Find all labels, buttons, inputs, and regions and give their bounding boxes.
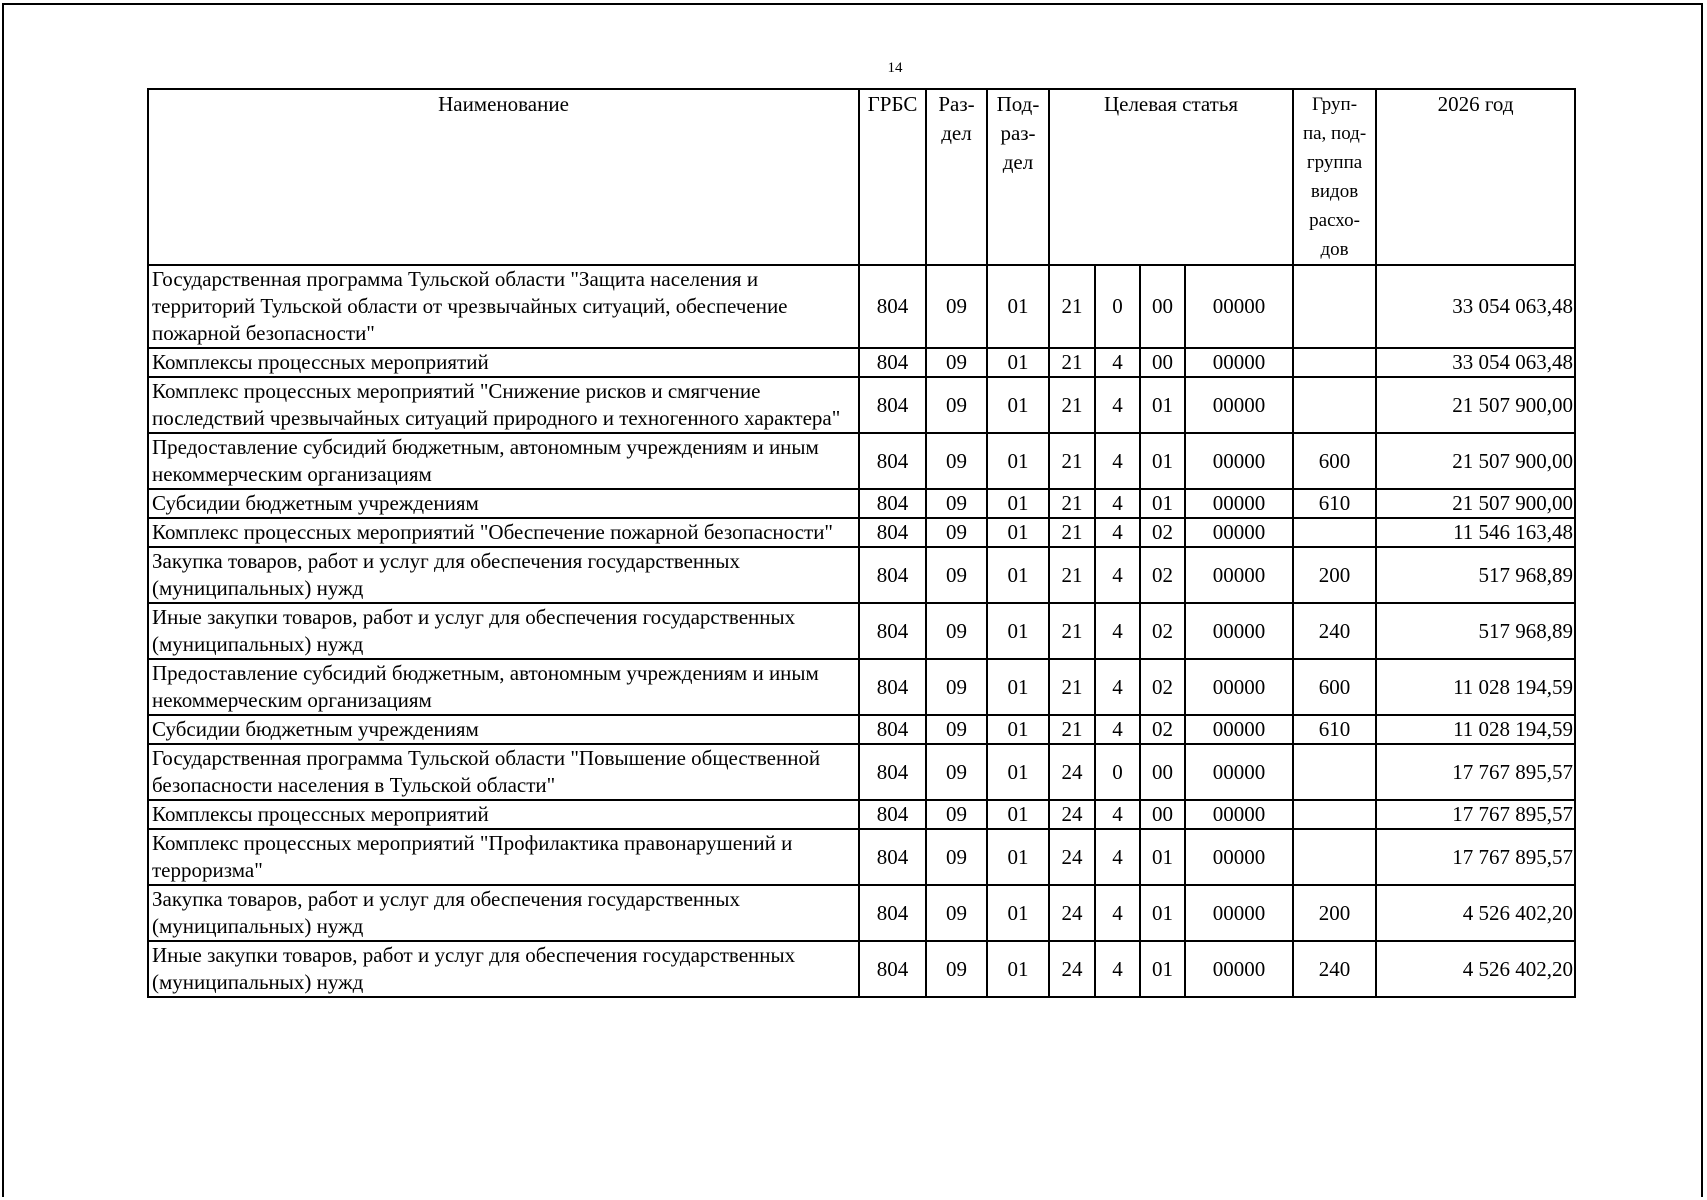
row-grbs: 804 (859, 433, 926, 489)
row-target-direction: 00000 (1185, 800, 1293, 829)
row-target-subtype: 02 (1140, 603, 1185, 659)
row-target-type: 4 (1095, 885, 1140, 941)
row-target-type: 4 (1095, 433, 1140, 489)
row-grbs: 804 (859, 377, 926, 433)
row-grbs: 804 (859, 489, 926, 518)
row-target-type: 4 (1095, 489, 1140, 518)
row-podrazdel: 01 (987, 265, 1049, 348)
table-row (148, 377, 1575, 433)
row-target-direction: 00000 (1185, 829, 1293, 885)
row-target-program: 21 (1049, 433, 1095, 489)
row-target-direction: 00000 (1185, 518, 1293, 547)
row-grbs: 804 (859, 941, 926, 997)
header-podrazdel: Под- раз- дел (987, 89, 1049, 265)
row-target-type: 4 (1095, 800, 1140, 829)
row-expense-group (1293, 800, 1376, 829)
row-target-program: 21 (1049, 518, 1095, 547)
row-grbs: 804 (859, 659, 926, 715)
row-target-direction: 00000 (1185, 348, 1293, 377)
row-name: Комплекс процессных мероприятий "Обеспечение пожарной безопасности" (148, 518, 859, 547)
row-target-direction: 00000 (1185, 547, 1293, 603)
row-target-subtype: 01 (1140, 829, 1185, 885)
header-target-article: Целевая статья (1049, 89, 1293, 265)
row-amount: 21 507 900,00 (1376, 377, 1575, 433)
row-razdel: 09 (926, 941, 987, 997)
row-expense-group (1293, 265, 1376, 348)
row-razdel: 09 (926, 265, 987, 348)
row-razdel: 09 (926, 659, 987, 715)
row-expense-group: 240 (1293, 941, 1376, 997)
row-amount: 21 507 900,00 (1376, 433, 1575, 489)
row-name: Иные закупки товаров, работ и услуг для обеспечения государственных (муниципальных) нужд (148, 941, 859, 997)
row-target-subtype: 02 (1140, 518, 1185, 547)
row-target-program: 21 (1049, 377, 1095, 433)
row-podrazdel: 01 (987, 744, 1049, 800)
row-target-program: 21 (1049, 603, 1095, 659)
row-grbs: 804 (859, 744, 926, 800)
table-row (148, 744, 1575, 800)
row-grbs: 804 (859, 885, 926, 941)
row-target-subtype: 01 (1140, 489, 1185, 518)
row-amount: 517 968,89 (1376, 547, 1575, 603)
table-row (148, 433, 1575, 489)
row-amount: 21 507 900,00 (1376, 489, 1575, 518)
row-grbs: 804 (859, 800, 926, 829)
row-target-type: 4 (1095, 659, 1140, 715)
row-target-subtype: 01 (1140, 433, 1185, 489)
row-name: Комплекс процессных мероприятий "Профилактика правонарушений и терроризма" (148, 829, 859, 885)
row-target-program: 24 (1049, 744, 1095, 800)
row-razdel: 09 (926, 744, 987, 800)
row-name: Субсидии бюджетным учреждениям (148, 715, 859, 744)
table-row (148, 265, 1575, 348)
header-grbs: ГРБС (859, 89, 926, 265)
row-target-subtype: 01 (1140, 885, 1185, 941)
row-target-direction: 00000 (1185, 715, 1293, 744)
table-row (148, 659, 1575, 715)
row-target-direction: 00000 (1185, 377, 1293, 433)
row-name: Субсидии бюджетным учреждениям (148, 489, 859, 518)
row-amount: 4 526 402,20 (1376, 885, 1575, 941)
row-target-direction: 00000 (1185, 603, 1293, 659)
row-target-program: 24 (1049, 800, 1095, 829)
table-header-row (148, 89, 1575, 265)
row-amount: 11 028 194,59 (1376, 659, 1575, 715)
row-razdel: 09 (926, 547, 987, 603)
row-podrazdel: 01 (987, 518, 1049, 547)
row-target-program: 21 (1049, 489, 1095, 518)
row-target-subtype: 01 (1140, 377, 1185, 433)
row-target-type: 4 (1095, 348, 1140, 377)
header-year: 2026 год (1376, 89, 1575, 265)
row-target-direction: 00000 (1185, 744, 1293, 800)
row-target-subtype: 00 (1140, 744, 1185, 800)
row-target-program: 24 (1049, 941, 1095, 997)
table-row (148, 941, 1575, 997)
row-grbs: 804 (859, 547, 926, 603)
row-podrazdel: 01 (987, 603, 1049, 659)
row-target-program: 24 (1049, 885, 1095, 941)
row-name: Закупка товаров, работ и услуг для обеспечения государственных (муниципальных) нужд (148, 885, 859, 941)
row-grbs: 804 (859, 603, 926, 659)
row-razdel: 09 (926, 829, 987, 885)
row-podrazdel: 01 (987, 348, 1049, 377)
row-grbs: 804 (859, 829, 926, 885)
row-target-program: 21 (1049, 659, 1095, 715)
row-target-program: 21 (1049, 715, 1095, 744)
row-razdel: 09 (926, 348, 987, 377)
row-expense-group (1293, 829, 1376, 885)
row-podrazdel: 01 (987, 377, 1049, 433)
row-target-program: 24 (1049, 829, 1095, 885)
budget-table (147, 88, 1576, 998)
row-grbs: 804 (859, 265, 926, 348)
row-expense-group: 610 (1293, 715, 1376, 744)
row-name: Государственная программа Тульской области "Защита населения и территорий Тульской области от чрезвычайных ситуаций, обеспечение пожарной безопасности" (148, 265, 859, 348)
row-target-type: 4 (1095, 518, 1140, 547)
row-target-subtype: 02 (1140, 547, 1185, 603)
table-row (148, 348, 1575, 377)
row-target-program: 21 (1049, 348, 1095, 377)
row-target-subtype: 02 (1140, 659, 1185, 715)
row-name: Предоставление субсидий бюджетным, автономным учреждениям и иным некоммерческим организациям (148, 659, 859, 715)
row-podrazdel: 01 (987, 489, 1049, 518)
row-podrazdel: 01 (987, 829, 1049, 885)
row-amount: 11 546 163,48 (1376, 518, 1575, 547)
row-name: Иные закупки товаров, работ и услуг для обеспечения государственных (муниципальных) нужд (148, 603, 859, 659)
row-expense-group (1293, 377, 1376, 433)
row-target-direction: 00000 (1185, 265, 1293, 348)
row-target-direction: 00000 (1185, 659, 1293, 715)
row-target-program: 21 (1049, 265, 1095, 348)
row-expense-group: 240 (1293, 603, 1376, 659)
row-expense-group (1293, 518, 1376, 547)
row-amount: 11 028 194,59 (1376, 715, 1575, 744)
row-podrazdel: 01 (987, 659, 1049, 715)
row-target-type: 4 (1095, 941, 1140, 997)
row-podrazdel: 01 (987, 547, 1049, 603)
row-name: Государственная программа Тульской области "Повышение общественной безопасности населения в Тульской области" (148, 744, 859, 800)
row-target-type: 0 (1095, 265, 1140, 348)
row-podrazdel: 01 (987, 715, 1049, 744)
row-target-subtype: 00 (1140, 265, 1185, 348)
row-target-type: 4 (1095, 547, 1140, 603)
row-target-subtype: 02 (1140, 715, 1185, 744)
row-name: Комплексы процессных мероприятий (148, 800, 859, 829)
row-expense-group: 600 (1293, 659, 1376, 715)
row-target-direction: 00000 (1185, 489, 1293, 518)
row-amount: 17 767 895,57 (1376, 744, 1575, 800)
row-target-type: 4 (1095, 715, 1140, 744)
row-expense-group: 200 (1293, 885, 1376, 941)
row-name: Закупка товаров, работ и услуг для обеспечения государственных (муниципальных) нужд (148, 547, 859, 603)
page-number: 14 (887, 60, 903, 76)
row-expense-group: 200 (1293, 547, 1376, 603)
row-grbs: 804 (859, 348, 926, 377)
row-target-type: 0 (1095, 744, 1140, 800)
row-podrazdel: 01 (987, 885, 1049, 941)
row-target-program: 21 (1049, 547, 1095, 603)
row-razdel: 09 (926, 800, 987, 829)
row-razdel: 09 (926, 715, 987, 744)
row-podrazdel: 01 (987, 433, 1049, 489)
row-target-subtype: 01 (1140, 941, 1185, 997)
row-grbs: 804 (859, 518, 926, 547)
row-amount: 517 968,89 (1376, 603, 1575, 659)
row-amount: 17 767 895,57 (1376, 829, 1575, 885)
table-row (148, 715, 1575, 744)
row-target-type: 4 (1095, 603, 1140, 659)
row-target-direction: 00000 (1185, 433, 1293, 489)
row-podrazdel: 01 (987, 800, 1049, 829)
row-amount: 4 526 402,20 (1376, 941, 1575, 997)
row-razdel: 09 (926, 377, 987, 433)
row-expense-group: 600 (1293, 433, 1376, 489)
header-name: Наименование (148, 89, 859, 265)
table-body (148, 265, 1575, 997)
row-target-direction: 00000 (1185, 885, 1293, 941)
table-row (148, 518, 1575, 547)
row-razdel: 09 (926, 433, 987, 489)
row-target-subtype: 00 (1140, 800, 1185, 829)
row-podrazdel: 01 (987, 941, 1049, 997)
table-row (148, 829, 1575, 885)
row-amount: 33 054 063,48 (1376, 265, 1575, 348)
row-razdel: 09 (926, 489, 987, 518)
header-razdel: Раз- дел (926, 89, 987, 265)
table-row (148, 603, 1575, 659)
row-amount: 17 767 895,57 (1376, 800, 1575, 829)
table-row (148, 800, 1575, 829)
row-name: Предоставление субсидий бюджетным, автономным учреждениям и иным некоммерческим организациям (148, 433, 859, 489)
row-name: Комплекс процессных мероприятий "Снижение рисков и смягчение последствий чрезвычайных ситуаций природного и техногенного характера" (148, 377, 859, 433)
header-expense-group: Груп- па, под- группа видов расхо- дов (1293, 89, 1376, 265)
row-target-subtype: 00 (1140, 348, 1185, 377)
row-razdel: 09 (926, 518, 987, 547)
table-row (148, 489, 1575, 518)
table-row (148, 885, 1575, 941)
row-name: Комплексы процессных мероприятий (148, 348, 859, 377)
row-expense-group (1293, 348, 1376, 377)
row-amount: 33 054 063,48 (1376, 348, 1575, 377)
table-row (148, 547, 1575, 603)
row-razdel: 09 (926, 603, 987, 659)
row-target-direction: 00000 (1185, 941, 1293, 997)
row-expense-group: 610 (1293, 489, 1376, 518)
row-grbs: 804 (859, 715, 926, 744)
row-target-type: 4 (1095, 377, 1140, 433)
row-target-type: 4 (1095, 829, 1140, 885)
row-expense-group (1293, 744, 1376, 800)
row-razdel: 09 (926, 885, 987, 941)
